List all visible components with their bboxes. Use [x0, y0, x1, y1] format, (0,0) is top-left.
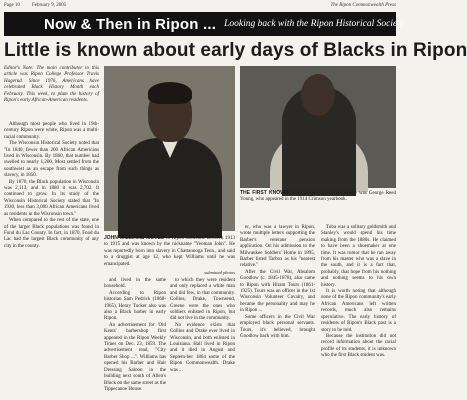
caption-lead: JOHN WILLIAMS MOVED: [104, 235, 165, 241]
paragraph: to which they were resident and only replaced a white man and did few, in that community. Collins, Drake, Townsend, Greene were the ones who soldiers enlisted in Ripon, but did not live in the community.: [170, 278, 235, 322]
photo-figure-hair: [148, 82, 192, 104]
section-banner: [4, 12, 405, 36]
caption-lead: THE FIRST KNOWN: [240, 190, 289, 196]
page-number: Page 10: [4, 3, 20, 8]
article-column-4: [240, 225, 315, 340]
paragraph: After the Civil War, Absalom Goodlow (c. 1845-1878), also came to Ripon with Hiram Tours (1861-1925). Tours was an officer in the 1st Wisconsin Volunteer Cavalry, and became the personality and may he in Ripon ...: [240, 269, 315, 314]
article-column-1: [4, 122, 99, 250]
article-column-2: [104, 278, 166, 393]
paragraph: and lived in the same household.: [104, 278, 166, 290]
paragraph: It is worth noting that although none of the Ripon community's early African Americans left written records, much also remains speculative. The early history of residents of Ripon's Black past is a story to be told.: [321, 289, 396, 333]
issue-date: February 9, 2005: [32, 3, 67, 8]
paragraph: By 1870, the Black population in Wisconsin was 2,113, and in 1880 it was 2,702. It continued to grow. In its study of the Wisconsin Historical Society stated that "In 1930, less than 3,000 African Americans lived as residents in the Wisconsin town.": [4, 179, 99, 217]
paragraph: Because the institution did not record information about the racial profile of its students, it is unknown who the first Black student was.: [321, 333, 396, 359]
paragraph: Tuba was a solitary goldsmith and Stanley's would spend his time making from the 1880s. He claimed to have been a shoemaker at one time. It was rumor that he ran away from his master who was a slave in the south, and it is a fact that, probably, that hope from his nothing and nothing seems to his own history.: [321, 225, 396, 288]
paragraph: When compared to the rest of the state, one of the larger Black populations was found in Fond du Lac County. In fact, in 1870, Fond du Lac had the largest Black community of any city in the county.: [4, 218, 99, 249]
folio-line: [4, 3, 396, 11]
caption-text: to Ripon sometime between 1913 to 1915 and was known by the nickname "Yeoman John". He was reportedly born into slavery in Chattanooga Tenn., and said to a druggist at age 12, who kept Williams until he was emancipated.: [104, 236, 235, 267]
portrait-photo-first-student: [240, 66, 396, 188]
caption-text: Black student at Ripon College was George Reed Young, who appeared in the 1914 Crimson yearbook.: [240, 191, 396, 203]
paragraph: An advertisement for 'Old Kents' barbershop first appeared in the Ripon Weekly Times on Dec. 23, 1859. The advertisement read, "City Barber Shop ...". Williams has opened his Barber and Hair Dressing Saloon in the building next south of Allen's Block on the same street as the Tippecanoe House.: [104, 322, 166, 392]
article-column-3: [170, 278, 235, 374]
publication-name: The Ripon Commonwealth Press: [330, 3, 396, 8]
section-subtitle: Looking back with the Ripon Historical Society: [224, 19, 405, 29]
photo-caption-first-student: [240, 190, 396, 204]
portrait-photo-john-williams: [104, 66, 235, 231]
paragraph: No evidence exists that Collins and Drake ever lived in Wisconsin, and both enlisted in Louisiana. Hall lived in Ripon and it died in August and Septem-ber 1864 some of the Ripon Commonwealth. Drake was ...: [170, 322, 235, 373]
paragraph: er, who was a lawyer in Ripon, wrote multiple letters supporting the Barber's veterans pension application. On his admission to the Milwaukee Soldiers' Home in 1895, Barber listed Tarbox as his "nearest relative.": [240, 225, 315, 269]
paragraph: Some officers in the Civil War employed black personal servants. Tours, it's believed, brought Goodlow back with him.: [240, 314, 315, 339]
photo-figure-head: [301, 74, 335, 116]
article-headline: Little is known about early days of Blacks in Ripon: [4, 40, 467, 61]
paragraph: According to Ripon historian Sam Pedrick (1868-1965), Henry Tucker also was also a Black barber in early Ripon.: [104, 290, 166, 322]
paragraph: The Wisconsin Historical Society noted that "In 1840, fewer than 200 African Americans lived in Wisconsin. By 1860, that number had swelled to nearly 1,200, Most settled from the southwest as an escape from such things as slavery, in 1850.: [4, 141, 99, 179]
photo-caption-john-williams: [104, 235, 235, 268]
photo-credit: submitted photos: [204, 270, 235, 275]
paragraph: Although most people who lived in 19th-century Ripon were white, Ripon was a multi-racial community.: [4, 122, 99, 140]
section-title: Now & Then in Ripon ...: [44, 15, 217, 33]
editors-note: Editor's Note: The main contributor to this article was Ripon College Professor Travis Hagerud. Since 1976, Americans have celebrated Black History Month each February. This week, to plum the history of Ripon's early African-American residents.: [4, 66, 99, 104]
article-column-5: [321, 225, 396, 360]
